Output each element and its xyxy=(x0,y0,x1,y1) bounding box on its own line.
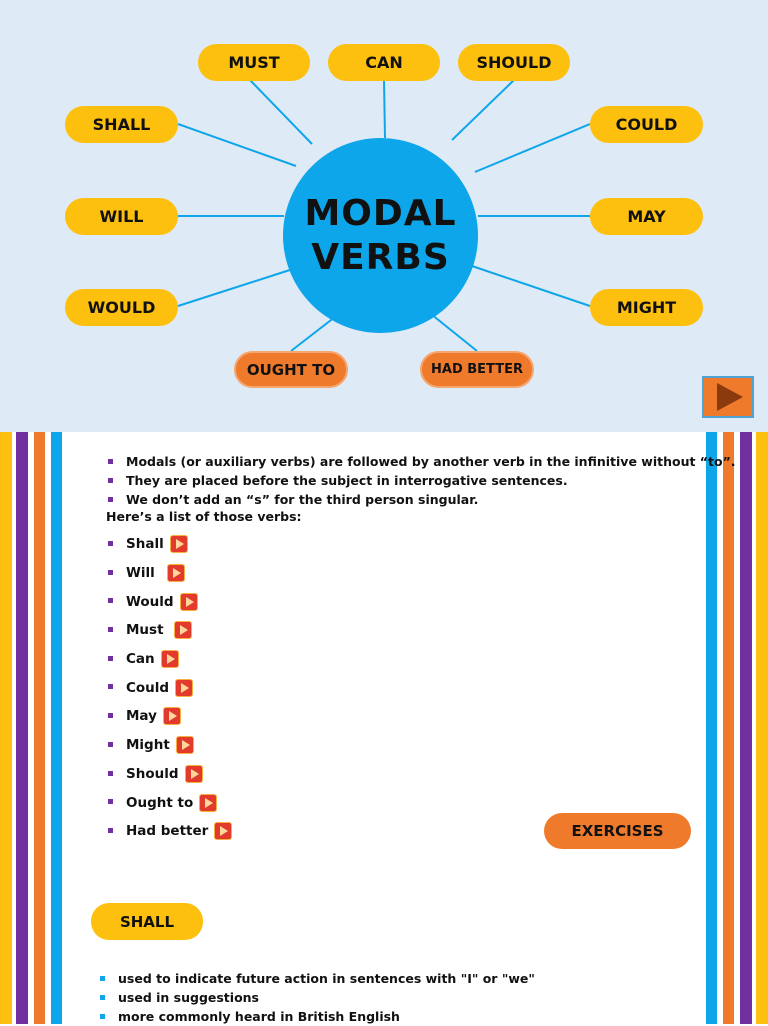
play-icon[interactable] xyxy=(199,794,217,812)
verb-item-should xyxy=(106,760,232,789)
verb-label: May xyxy=(126,708,157,725)
verb-list xyxy=(106,530,232,846)
mind-map-slide xyxy=(0,0,768,432)
play-icon[interactable] xyxy=(214,822,232,840)
play-icon[interactable] xyxy=(702,376,754,418)
verb-item-can xyxy=(106,645,232,674)
node-can[interactable]: CAN xyxy=(328,44,440,81)
play-icon[interactable] xyxy=(174,621,192,639)
verb-item-shall xyxy=(106,530,232,559)
stripe-yellow-left xyxy=(0,432,12,1024)
node-must[interactable]: MUST xyxy=(198,44,310,81)
play-icon[interactable] xyxy=(161,650,179,668)
verb-label: Shall xyxy=(126,536,164,553)
verb-label: Had better xyxy=(126,823,209,840)
play-icon[interactable] xyxy=(180,593,198,611)
verb-item-had-better xyxy=(106,817,232,846)
play-icon[interactable] xyxy=(176,736,194,754)
stripe-yellow-right xyxy=(756,432,768,1024)
stripe-blue-left xyxy=(51,432,62,1024)
node-had-better[interactable]: HAD BETTER xyxy=(420,351,534,388)
verb-item-will xyxy=(106,559,232,588)
use-item: used in suggestions xyxy=(98,988,535,1007)
verb-label: Can xyxy=(126,651,155,668)
node-would[interactable]: WOULD xyxy=(65,289,178,326)
stripe-orange-right xyxy=(723,432,734,1024)
notes-list xyxy=(106,452,736,509)
verb-item-must xyxy=(106,616,232,645)
verb-item-would xyxy=(106,587,232,616)
play-icon[interactable] xyxy=(175,679,193,697)
play-icon[interactable] xyxy=(170,535,188,553)
section-title-shall: SHALL xyxy=(91,903,203,940)
play-icon[interactable] xyxy=(167,564,185,582)
verb-label: Ought to xyxy=(126,794,194,811)
stripe-orange-left xyxy=(34,432,45,1024)
verb-item-could xyxy=(106,673,232,702)
explanation-slide xyxy=(0,432,768,1024)
verb-item-ought-to xyxy=(106,788,232,817)
note-item: We don’t add an “s” for the third person singular. xyxy=(106,490,736,509)
verb-label: Might xyxy=(126,737,170,754)
node-could[interactable]: COULD xyxy=(590,106,703,143)
verb-item-may xyxy=(106,702,232,731)
node-will[interactable]: WILL xyxy=(65,198,178,235)
center-title-line1: MODAL xyxy=(304,192,457,234)
verb-label: Should xyxy=(126,765,179,782)
modal-verbs-center xyxy=(283,138,478,333)
center-title-line2: VERBS xyxy=(311,236,450,278)
note-item: Modals (or auxiliary verbs) are followed by another verb in the infinitive without “to”. xyxy=(106,452,736,471)
verb-label: Will xyxy=(126,565,155,582)
use-item: more commonly heard in British English xyxy=(98,1007,535,1026)
stripe-purple-left xyxy=(16,432,28,1024)
node-may[interactable]: MAY xyxy=(590,198,703,235)
node-should[interactable]: SHOULD xyxy=(458,44,570,81)
play-triangle-icon xyxy=(717,383,743,411)
verb-label: Could xyxy=(126,679,170,696)
verb-item-might xyxy=(106,731,232,760)
note-item: They are placed before the subject in interrogative sentences. xyxy=(106,471,736,490)
exercises-button[interactable]: EXERCISES xyxy=(544,813,691,849)
use-item: used to indicate future action in sentences with "I" or "we" xyxy=(98,969,535,988)
stripe-purple-right xyxy=(740,432,752,1024)
stripe-blue-right xyxy=(706,432,717,1024)
verb-label: Would xyxy=(126,593,174,610)
play-icon[interactable] xyxy=(163,707,181,725)
play-icon[interactable] xyxy=(185,765,203,783)
list-heading: Here’s a list of those verbs: xyxy=(106,509,302,524)
node-shall[interactable]: SHALL xyxy=(65,106,178,143)
shall-uses-list xyxy=(98,969,535,1026)
verb-label: Must xyxy=(126,622,164,639)
node-ought-to[interactable]: OUGHT TO xyxy=(234,351,348,388)
node-might[interactable]: MIGHT xyxy=(590,289,703,326)
